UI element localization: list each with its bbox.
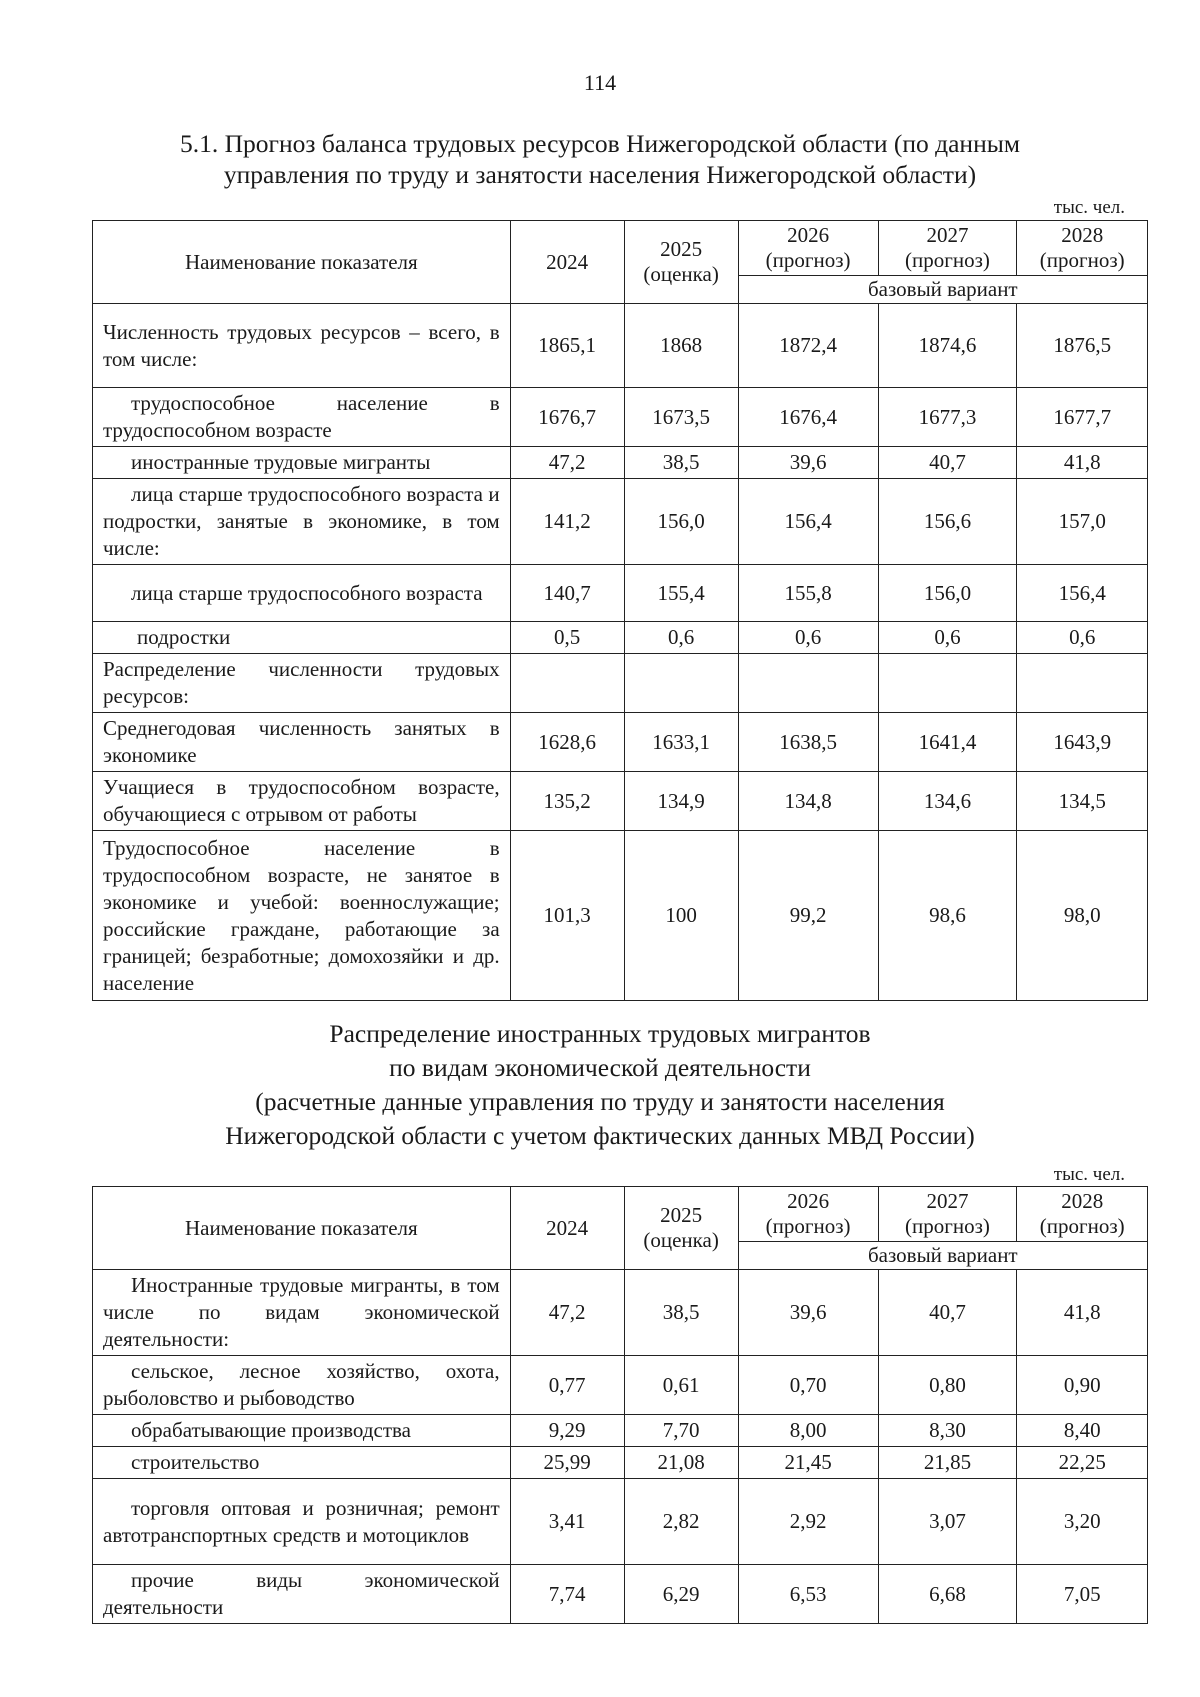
row-label: иностранные трудовые мигранты xyxy=(93,447,511,479)
cell-2026 xyxy=(738,654,878,713)
table2-title-line: по видам экономической деятельности xyxy=(389,1053,811,1082)
header-base-variant: базовый вариант xyxy=(738,1242,1147,1270)
page-number: 114 xyxy=(583,70,617,95)
cell-2024: 0,77 xyxy=(510,1356,624,1415)
cell-2027: 0,6 xyxy=(878,622,1017,654)
table-row xyxy=(93,1447,1148,1479)
row-label: сельское, лесное хозяйство, охота, рыболовство и рыбоводство xyxy=(93,1356,511,1415)
cell-2027: 98,6 xyxy=(878,831,1017,1001)
row-label: Учащиеся в трудоспособном возрасте, обучающиеся с отрывом от работы xyxy=(93,772,511,831)
cell-2025 xyxy=(624,654,738,713)
cell-2026: 6,53 xyxy=(738,1565,878,1624)
row-label: подростки xyxy=(93,622,511,654)
cell-2028: 156,4 xyxy=(1017,565,1148,622)
cell-2028: 22,25 xyxy=(1017,1447,1148,1479)
cell-2025: 155,4 xyxy=(624,565,738,622)
cell-2025: 0,61 xyxy=(624,1356,738,1415)
header-indicator: Наименование показателя xyxy=(93,221,511,304)
header-2027 xyxy=(878,221,1017,276)
header-2027 xyxy=(878,1187,1017,1242)
row-label: торговля оптовая и розничная; ремонт автотранспортных средств и мотоциклов xyxy=(93,1479,511,1565)
cell-2025: 134,9 xyxy=(624,772,738,831)
table1-title: 5.1. Прогноз баланса трудовых ресурсов Нижегородской области (по данным управления по труду и занятости населения Нижегородской области) xyxy=(180,129,1020,189)
row-label: трудоспособное население в трудоспособном возрасте xyxy=(93,388,511,447)
cell-2024: 101,3 xyxy=(510,831,624,1001)
table-row xyxy=(93,713,1148,772)
cell-2024: 135,2 xyxy=(510,772,624,831)
header-2027-note: (прогноз) xyxy=(905,248,990,272)
table2-title-line: Распределение иностранных трудовых мигрантов xyxy=(329,1019,871,1048)
cell-2027: 1874,6 xyxy=(878,304,1017,388)
cell-2027: 40,7 xyxy=(878,1270,1017,1356)
cell-2028 xyxy=(1017,654,1148,713)
labor-balance-table xyxy=(92,220,1148,1001)
cell-2026: 2,92 xyxy=(738,1479,878,1565)
table1-unit: тыс. чел. xyxy=(1053,197,1125,218)
cell-2028: 0,90 xyxy=(1017,1356,1148,1415)
table-row xyxy=(93,1415,1148,1447)
header-2026-year: 2026 xyxy=(787,223,830,247)
cell-2024: 25,99 xyxy=(510,1447,624,1479)
table-row xyxy=(93,1356,1148,1415)
cell-2025: 21,08 xyxy=(624,1447,738,1479)
cell-2025: 7,70 xyxy=(624,1415,738,1447)
cell-2025: 2,82 xyxy=(624,1479,738,1565)
header-2027-year: 2027 xyxy=(926,1189,969,1213)
header-2026 xyxy=(738,221,878,276)
cell-2024 xyxy=(510,654,624,713)
cell-2027: 40,7 xyxy=(878,447,1017,479)
cell-2024: 47,2 xyxy=(510,447,624,479)
cell-2027: 0,80 xyxy=(878,1356,1017,1415)
cell-2027: 3,07 xyxy=(878,1479,1017,1565)
table-row xyxy=(93,565,1148,622)
cell-2027: 1641,4 xyxy=(878,713,1017,772)
header-2026-year: 2026 xyxy=(787,1189,830,1213)
header-2028-note: (прогноз) xyxy=(1039,1214,1125,1238)
header-2025-note: (оценка) xyxy=(643,262,719,286)
cell-2024: 140,7 xyxy=(510,565,624,622)
table1-body xyxy=(93,304,1148,1001)
table-row xyxy=(93,772,1148,831)
cell-2026: 0,70 xyxy=(738,1356,878,1415)
cell-2028: 41,8 xyxy=(1017,447,1148,479)
cell-2025: 1633,1 xyxy=(624,713,738,772)
cell-2028: 41,8 xyxy=(1017,1270,1148,1356)
cell-2024: 47,2 xyxy=(510,1270,624,1356)
cell-2026: 21,45 xyxy=(738,1447,878,1479)
cell-2026: 1676,4 xyxy=(738,388,878,447)
header-2028-year: 2028 xyxy=(1061,1189,1104,1213)
header-base-variant: базовый вариант xyxy=(738,276,1147,304)
table-row xyxy=(93,831,1148,1001)
header-2026-note: (прогноз) xyxy=(765,1214,851,1238)
table-row xyxy=(93,304,1148,388)
cell-2025: 1868 xyxy=(624,304,738,388)
table-row xyxy=(93,622,1148,654)
cell-2026: 1872,4 xyxy=(738,304,878,388)
header-2028-note: (прогноз) xyxy=(1039,248,1125,272)
row-label: лица старше трудоспособного возраста и подростки, занятые в экономике, в том числе: xyxy=(93,479,511,565)
cell-2025: 1673,5 xyxy=(624,388,738,447)
cell-2026: 156,4 xyxy=(738,479,878,565)
row-label: Трудоспособное население в трудоспособном возрасте, не занятое в экономике и учебой: военнослужащие; российские граждане, работающие за границей; безработные; домохозяйки и др. население xyxy=(93,831,511,1001)
cell-2026: 0,6 xyxy=(738,622,878,654)
table-row xyxy=(93,654,1148,713)
cell-2026: 8,00 xyxy=(738,1415,878,1447)
table2-title-line: Нижегородской области с учетом фактических данных МВД России) xyxy=(225,1121,975,1150)
row-label: прочие виды экономической деятельности xyxy=(93,1565,511,1624)
table-row xyxy=(93,479,1148,565)
cell-2028: 7,05 xyxy=(1017,1565,1148,1624)
cell-2028: 8,40 xyxy=(1017,1415,1148,1447)
cell-2024: 9,29 xyxy=(510,1415,624,1447)
cell-2027: 134,6 xyxy=(878,772,1017,831)
cell-2026: 155,8 xyxy=(738,565,878,622)
table-row xyxy=(93,1270,1148,1356)
cell-2024: 1676,7 xyxy=(510,388,624,447)
cell-2026: 99,2 xyxy=(738,831,878,1001)
header-2024: 2024 xyxy=(510,221,624,304)
table2-unit: тыс. чел. xyxy=(1053,1164,1125,1185)
cell-2026: 134,8 xyxy=(738,772,878,831)
cell-2027: 6,68 xyxy=(878,1565,1017,1624)
header-2026-note: (прогноз) xyxy=(765,248,851,272)
table2-title xyxy=(130,1017,1070,1153)
cell-2028: 3,20 xyxy=(1017,1479,1148,1565)
cell-2024: 0,5 xyxy=(510,622,624,654)
cell-2025: 6,29 xyxy=(624,1565,738,1624)
cell-2028: 1876,5 xyxy=(1017,304,1148,388)
table2-header xyxy=(93,1187,1148,1270)
cell-2025: 38,5 xyxy=(624,447,738,479)
row-label: Среднегодовая численность занятых в экономике xyxy=(93,713,511,772)
cell-2027 xyxy=(878,654,1017,713)
table-row xyxy=(93,447,1148,479)
cell-2027: 8,30 xyxy=(878,1415,1017,1447)
header-indicator: Наименование показателя xyxy=(93,1187,511,1270)
header-2025-year: 2025 xyxy=(660,1203,703,1227)
row-label: лица старше трудоспособного возраста xyxy=(93,565,511,622)
header-2025 xyxy=(624,221,738,304)
header-2025-year: 2025 xyxy=(660,237,703,261)
cell-2027: 1677,3 xyxy=(878,388,1017,447)
cell-2024: 3,41 xyxy=(510,1479,624,1565)
row-label: Иностранные трудовые мигранты, в том числе по видам экономической деятельности: xyxy=(93,1270,511,1356)
table-row xyxy=(93,1565,1148,1624)
row-label: обрабатывающие производства xyxy=(93,1415,511,1447)
cell-2025: 100 xyxy=(624,831,738,1001)
header-2028 xyxy=(1017,221,1148,276)
cell-2028: 157,0 xyxy=(1017,479,1148,565)
cell-2026: 39,6 xyxy=(738,1270,878,1356)
cell-2024: 141,2 xyxy=(510,479,624,565)
cell-2028: 98,0 xyxy=(1017,831,1148,1001)
cell-2025: 38,5 xyxy=(624,1270,738,1356)
cell-2027: 156,0 xyxy=(878,565,1017,622)
cell-2025: 156,0 xyxy=(624,479,738,565)
cell-2027: 21,85 xyxy=(878,1447,1017,1479)
row-label: Распределение численности трудовых ресурсов: xyxy=(93,654,511,713)
header-2027-note: (прогноз) xyxy=(905,1214,990,1238)
cell-2028: 0,6 xyxy=(1017,622,1148,654)
header-2028 xyxy=(1017,1187,1148,1242)
cell-2024: 1865,1 xyxy=(510,304,624,388)
cell-2026: 39,6 xyxy=(738,447,878,479)
table-row xyxy=(93,388,1148,447)
cell-2028: 1643,9 xyxy=(1017,713,1148,772)
header-2025-note: (оценка) xyxy=(643,1228,719,1252)
table-row xyxy=(93,1479,1148,1565)
table1-header xyxy=(93,221,1148,304)
header-2027-year: 2027 xyxy=(926,223,969,247)
cell-2024: 1628,6 xyxy=(510,713,624,772)
row-label: строительство xyxy=(93,1447,511,1479)
cell-2028: 1677,7 xyxy=(1017,388,1148,447)
table2-title-line: (расчетные данные управления по труду и занятости населения xyxy=(255,1087,945,1116)
migrants-by-activity-table xyxy=(92,1186,1148,1624)
table2-body xyxy=(93,1270,1148,1624)
cell-2024: 7,74 xyxy=(510,1565,624,1624)
header-2028-year: 2028 xyxy=(1061,223,1104,247)
cell-2026: 1638,5 xyxy=(738,713,878,772)
cell-2025: 0,6 xyxy=(624,622,738,654)
header-2024: 2024 xyxy=(510,1187,624,1270)
cell-2027: 156,6 xyxy=(878,479,1017,565)
header-2025 xyxy=(624,1187,738,1270)
header-2026 xyxy=(738,1187,878,1242)
cell-2028: 134,5 xyxy=(1017,772,1148,831)
row-label: Численность трудовых ресурсов – всего, в том числе: xyxy=(93,304,511,388)
